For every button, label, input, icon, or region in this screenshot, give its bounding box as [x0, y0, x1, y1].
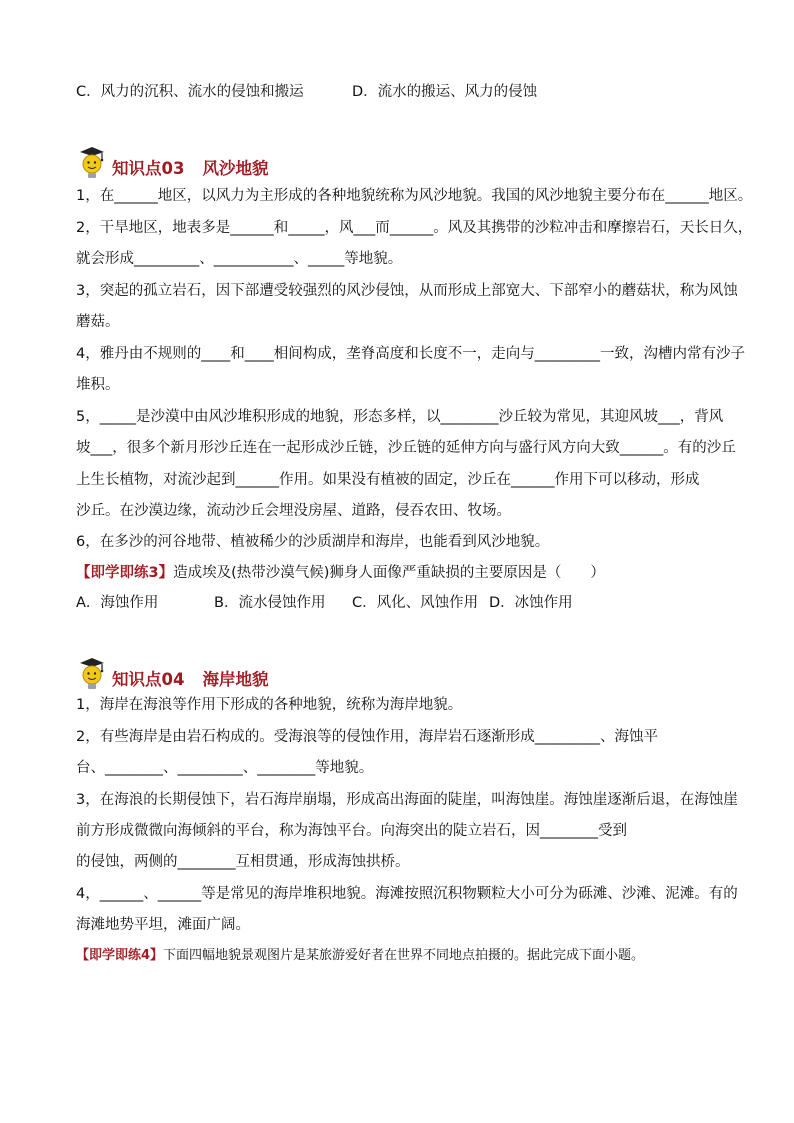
paragraph-3-5d: 沙丘。在沙漠边缘，流动沙丘会埋没房屋、道路，侵吞农田、牧场。: [76, 503, 511, 519]
paragraph-3-4a: 4，雅丹由不规则的____和____相间构成，垄脊高度和长度不一，走向与_________一致，沟槽内常有沙子: [76, 346, 745, 362]
paragraph-3-5b: 坡___，很多个新月形沙丘连在一起形成沙丘链，沙丘链的延伸方向与盛行风方向大致______。有的沙丘: [76, 440, 736, 456]
paragraph-3-4b: 堆积。: [76, 377, 120, 393]
exercise-question: 造成埃及(热带沙漠气候)狮身人面像严重缺损的主要原因是（ ）: [173, 565, 605, 581]
exercise-3-option-c: C．风化、风蚀作用: [352, 595, 479, 611]
option-d: D．流水的搬运、风力的侵蚀: [352, 84, 538, 100]
section-label: 知识点03: [112, 159, 185, 178]
paragraph-4-4a: 4，______、______等是常见的海岸堆积地貌。海滩按照沉积物颗粒大小可分为砾滩、沙滩、泥滩。有的: [76, 886, 738, 902]
exercise-3: [76, 563, 605, 583]
paragraph-3-1: 1，在______地区，以风力为主形成的各种地貌统称为风沙地貌。我国的风沙地貌主要分布在______地区。: [76, 188, 753, 204]
option-c: C．风力的沉积、流水的侵蚀和搬运: [76, 84, 304, 100]
exercise-tag: 【即学即练4】: [76, 948, 164, 963]
paragraph-4-4b: 海滩地势平坦，滩面广阔。: [76, 917, 250, 933]
exercise-4: [76, 946, 644, 966]
paragraph-3-3a: 3，突起的孤立岩石，因下部遭受较强烈的风沙侵蚀，从而形成上部宽大、下部窄小的蘑菇状，称为风蚀: [76, 283, 738, 299]
paragraph-3-3b: 蘑菇。: [76, 314, 120, 330]
scholar-bulb-icon: [76, 144, 108, 180]
section-label: 知识点04: [112, 670, 185, 689]
section-title: 风沙地貌: [202, 159, 269, 178]
section-heading-03: [76, 144, 268, 180]
paragraph-3-6: 6，在多沙的河谷地带、植被稀少的沙质湖岸和海岸，也能看到风沙地貌。: [76, 534, 550, 550]
paragraph-3-2b: 就会形成_________、___________、_____等地貌。: [76, 251, 403, 267]
paragraph-3-2a: 2，干旱地区，地表多是______和_____，风___而______。风及其携带的沙粒冲击和摩擦岩石，天长日久，: [76, 220, 753, 236]
exercise-3-option-b: B．流水侵蚀作用: [214, 595, 326, 611]
exercise-question: 下面四幅地貌景观图片是某旅游爱好者在世界不同地点拍摄的。据此完成下面小题。: [163, 948, 645, 963]
paragraph-3-5a: 5，_____是沙漠中由风沙堆积形成的地貌，形态多样，以________沙丘较为常见，其迎风坡___，背风: [76, 409, 724, 425]
paragraph-3-5c: 上生长植物，对流沙起到______作用。如果没有植被的固定，沙丘在______作用下可以移动，形成: [76, 472, 700, 488]
exercise-3-option-a: A．海蚀作用: [76, 595, 159, 611]
paragraph-4-3a: 3，在海浪的长期侵蚀下，岩石海岸崩塌，形成高出海面的陡崖，叫海蚀崖。海蚀崖逐渐后退，在海蚀崖: [76, 792, 738, 808]
paragraph-4-1: 1，海岸在海浪等作用下形成的各种地貌，统称为海岸地貌。: [76, 697, 463, 713]
paragraph-4-3b: 前方形成微微向海倾斜的平台，称为海蚀平台。向海突出的陡立岩石，因________受到: [76, 823, 627, 839]
paragraph-4-2a: 2，有些海岸是由岩石构成的。受海浪等的侵蚀作用，海岸岩石逐渐形成_________、海蚀平: [76, 729, 658, 745]
section-heading-04: [76, 655, 268, 691]
scholar-bulb-icon: [76, 655, 108, 691]
section-title: 海岸地貌: [202, 670, 269, 689]
paragraph-4-3c: 的侵蚀，两侧的________互相贯通，形成海蚀拱桥。: [76, 854, 410, 870]
exercise-tag: 【即学即练3】: [76, 565, 174, 581]
paragraph-4-2b: 台、________、_________、________等地貌。: [76, 760, 374, 776]
exercise-3-option-d: D．冰蚀作用: [489, 595, 573, 611]
